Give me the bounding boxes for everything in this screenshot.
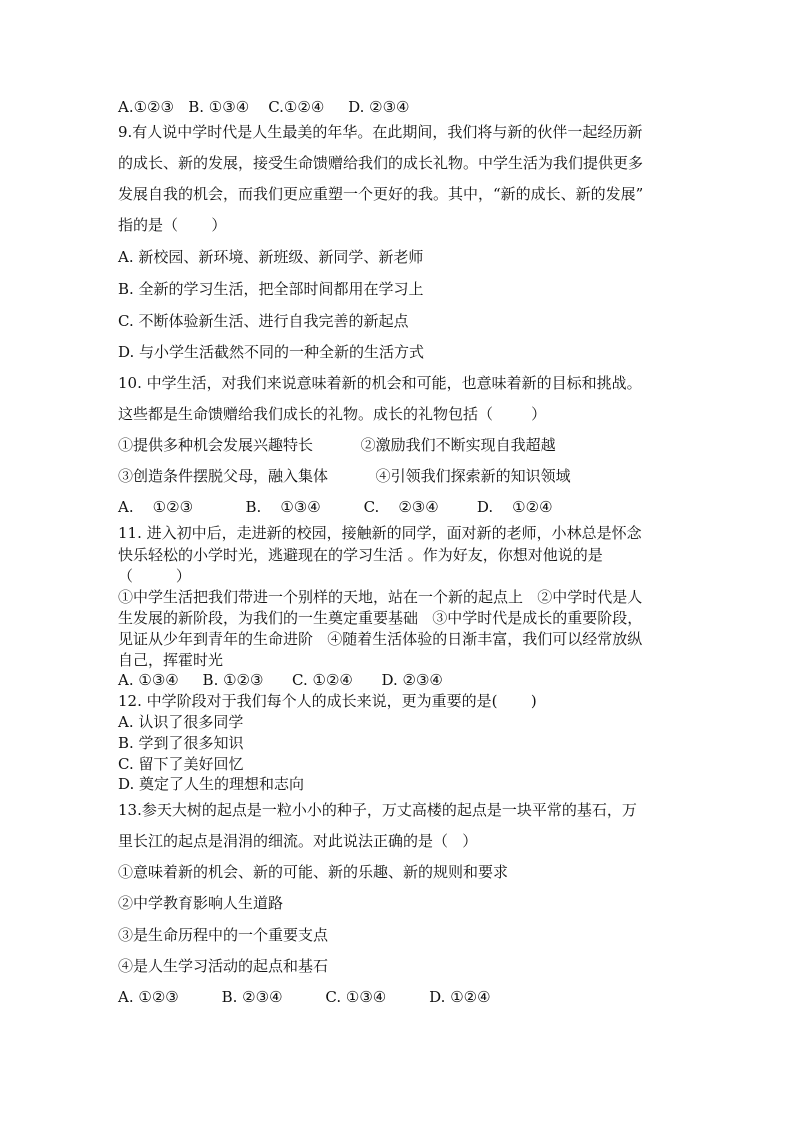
q12-stem: 12. 中学阶段对于我们每个人的成长来说，更为重要的是( ) xyxy=(118,692,537,710)
q11-stem-line-3: （ ） xyxy=(118,567,191,585)
q12-option-a: A. 认识了很多同学 xyxy=(118,713,244,731)
q9-stem-line-2: 的成长、新的发展，接受生命馈赠给我们的成长礼物。中学生活为我们提供更多 xyxy=(118,154,644,172)
q11-stem-line-5: 生发展的新阶段，为我们的一生奠定重要基础 ③中学时代是成长的重要阶段， xyxy=(118,609,643,627)
q8-options: A.①②③ B. ①③④ C.①②④ D. ②③④ xyxy=(118,98,410,116)
q9-stem-line-4: 指的是（ ） xyxy=(118,216,227,234)
q11-stem-line-4: ①中学生活把我们带进一个别样的天地，站在一个新的起点上 ②中学时代是人 xyxy=(118,588,643,606)
q12-option-b: B. 学到了很多知识 xyxy=(118,734,244,752)
q11-stem-line-1: 11. 进入初中后，走进新的校园，接触新的同学，面对新的老师，小林总是怀念 xyxy=(118,524,642,542)
q13-stem-line-2: 里长江的起点是涓涓的细流。对此说法正确的是（ ） xyxy=(118,832,478,850)
q11-stem-line-7: 自己，挥霍时光 xyxy=(118,651,224,669)
q9-option-d: D. 与小学生活截然不同的一种全新的生活方式 xyxy=(118,343,425,361)
q13-item-4: ④是人生学习活动的起点和基石 xyxy=(118,957,329,975)
q10-item-row-2: ③创造条件摆脱父母，融入集体 ④引领我们探索新的知识领域 xyxy=(118,467,571,485)
q10-stem-line-1: 10. 中学生活，对我们来说意味着新的机会和可能，也意味着新的目标和挑战。 xyxy=(118,374,642,392)
q9-stem-line-3: 发展自我的机会，而我们更应重塑一个更好的我。其中，“新的成长、新的发展” xyxy=(118,185,644,203)
q9-option-a: A. 新校园、新环境、新班级、新同学、新老师 xyxy=(118,248,424,266)
q13-item-3: ③是生命历程中的一个重要支点 xyxy=(118,926,329,944)
q10-stem-line-2: 这些都是生命馈赠给我们成长的礼物。成长的礼物包括（ ） xyxy=(118,405,547,423)
q9-option-b: B. 全新的学习生活，把全部时间都用在学习上 xyxy=(118,280,424,298)
q9-stem-line-1: 9.有人说中学时代是人生最美的年华。在此期间，我们将与新的伙伴一起经历新 xyxy=(118,123,643,141)
q11-options: A. ①③④ B. ①②③ C. ①②④ D. ②③④ xyxy=(118,671,443,689)
q13-item-2: ②中学教育影响人生道路 xyxy=(118,894,284,912)
q13-options: A. ①②③ B. ②③④ C. ①③④ D. ①②④ xyxy=(118,988,491,1006)
q12-option-d: D. 奠定了人生的理想和志向 xyxy=(118,775,305,793)
q11-stem-line-2: 快乐轻松的小学时光，逃避现在的学习生活 。作为好友，你想对他说的是 xyxy=(118,546,603,564)
q13-stem-line-1: 13.参天大树的起点是一粒小小的种子，万丈高楼的起点是一块平常的基石，万 xyxy=(118,801,637,819)
q10-item-row-1: ①提供多种机会发展兴趣特长 ②激励我们不断实现自我超越 xyxy=(118,436,556,454)
q9-option-c: C. 不断体验新生活、进行自我完善的新起点 xyxy=(118,312,409,330)
q12-option-c: C. 留下了美好回忆 xyxy=(118,755,244,773)
q13-item-1: ①意味着新的机会、新的可能、新的乐趣、新的规则和要求 xyxy=(118,863,509,881)
q10-options: A. ①②③ B. ①③④ C. ②③④ D. ①②④ xyxy=(118,498,553,516)
q11-stem-line-6: 见证从少年到青年的生命进阶 ④随着生活体验的日渐丰富，我们可以经常放纵 xyxy=(118,630,643,648)
